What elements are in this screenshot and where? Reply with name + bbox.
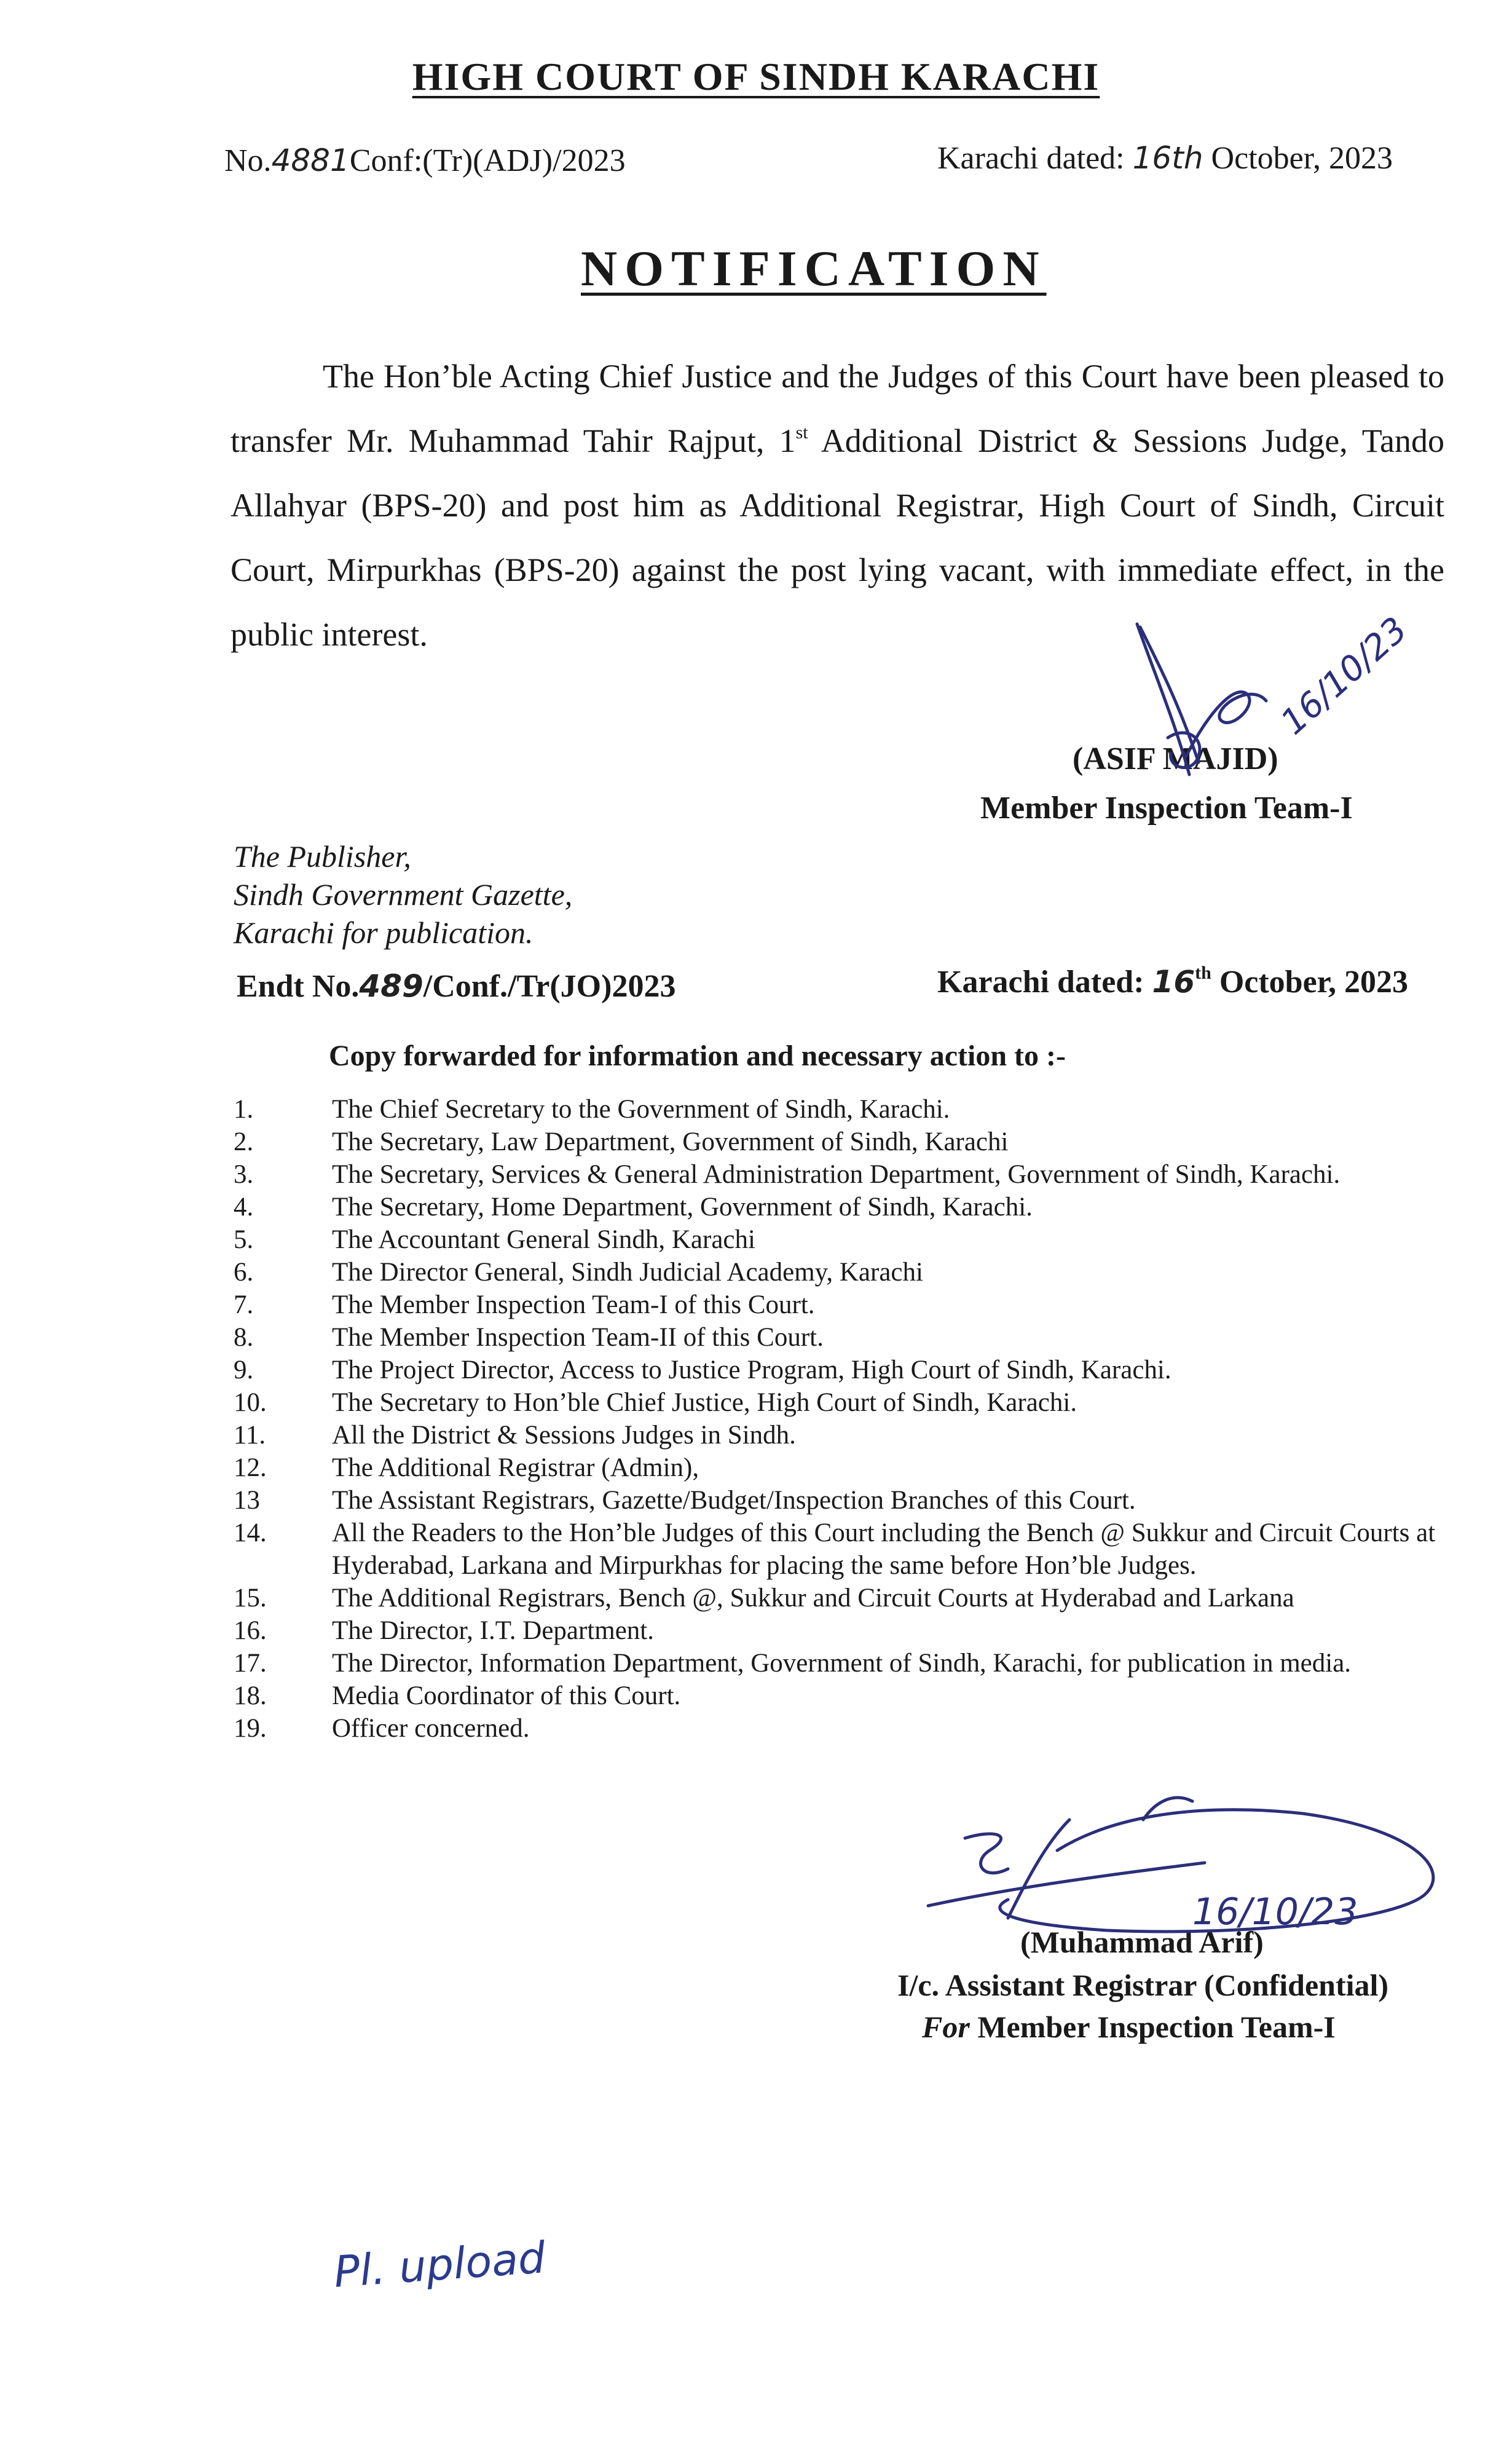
handwritten-upload-note: Pl. upload (332, 2232, 547, 2297)
item-text: All the District & Sessions Judges in Sindh. (332, 1421, 796, 1450)
copy-forwarded-heading: Copy forwarded for information and necessary action to :- (329, 1040, 1066, 1072)
publisher-line-3: Karachi for publication. (234, 915, 534, 950)
item-text: The Additional Registrars, Bench @, Sukkur and Circuit Courts at Hyderabad and Larkana (332, 1584, 1294, 1613)
item-number: 8. (234, 1323, 254, 1352)
endt-handwritten-day: 16 (1152, 964, 1195, 1000)
item-number: 18. (234, 1681, 267, 1710)
item-number: 6. (234, 1258, 254, 1287)
body-part-1: The Hon’ble Acting Chief Justice and the Judges of this Court have been pleased to transfer Mr. Muhammad Tahir Rajput, 1 (230, 358, 1444, 459)
endt-prefix: Endt No. (237, 969, 360, 1004)
item-text: The Secretary, Home Department, Government of Sindh, Karachi. (332, 1193, 1033, 1222)
signature-1-scribble (1137, 624, 1266, 775)
item-number: 13 (234, 1486, 260, 1515)
item-text: The Accountant General Sindh, Karachi (332, 1225, 755, 1254)
item-number: 4. (234, 1193, 254, 1222)
dated-handwritten-day: 16th (1132, 140, 1203, 176)
item-text: Officer concerned. (332, 1714, 530, 1743)
ref-prefix: No. (224, 143, 272, 178)
item-text: The Additional Registrar (Admin), (332, 1453, 699, 1482)
ref-handwritten-number: 4881 (271, 143, 350, 178)
item-text: Media Coordinator of this Court. (332, 1681, 681, 1710)
item-number: 11. (234, 1421, 266, 1450)
for-rest: Member Inspection Team-I (969, 2010, 1336, 2044)
item-number: 1. (234, 1095, 254, 1124)
endt-suffix: /Conf./Tr(JO)2023 (423, 969, 676, 1004)
item-text: The Assistant Registrars, Gazette/Budget/Inspection Branches of this Court. (332, 1486, 1136, 1515)
item-text: All the Readers to the Hon’ble Judges of this Court including the Bench @ Sukkur and Circuit Courts at Hyderabad, Larkana and Mirpurkhas for placing the same before Hon’ble Judges. (332, 1518, 1436, 1580)
body-superscript: st (795, 422, 808, 443)
for-prefix: For (922, 2010, 970, 2044)
endt-month-year: October, 2023 (1211, 965, 1408, 1000)
item-text: The Project Director, Access to Justice Program, High Court of Sindh, Karachi. (332, 1356, 1171, 1384)
body-part-2: Additional District & Sessions Judge, Tando Allahyar (BPS-20) and post him as Additional Registrar, High Court of Sindh, Circuit Court, Mirpurkhas (BPS-20) against the post lying vacant, with immediate effect, in the public interest. (230, 422, 1444, 653)
endt-handwritten-number: 489 (359, 968, 423, 1004)
item-text: The Secretary to Hon’ble Chief Justice, High Court of Sindh, Karachi. (332, 1388, 1077, 1417)
court-title: HIGH COURT OF SINDH KARACHI (412, 55, 1100, 98)
item-text: The Chief Secretary to the Government of Sindh, Karachi. (332, 1095, 950, 1124)
publisher-line-2: Sindh Government Gazette, (234, 877, 573, 912)
item-text: The Director, Information Department, Government of Sindh, Karachi, for publication in media. (332, 1649, 1352, 1678)
item-number: 19. (234, 1714, 267, 1743)
item-number: 14. (234, 1518, 267, 1547)
item-number: 15. (234, 1584, 267, 1613)
ref-suffix: Conf:(Tr)(ADJ)/2023 (349, 143, 626, 178)
item-number: 3. (234, 1160, 254, 1189)
item-text: The Director, I.T. Department. (332, 1616, 654, 1645)
publisher-line-1: The Publisher, (234, 839, 411, 874)
signatory1-name: (ASIF MAJID) (1073, 741, 1278, 776)
item-number: 16. (234, 1616, 267, 1645)
item-text: The Member Inspection Team-I of this Court. (332, 1290, 815, 1319)
item-number: 9. (234, 1356, 254, 1384)
signatory1-designation: Member Inspection Team-I (980, 791, 1353, 826)
signature-1-date: 16/10/23 (1273, 609, 1416, 743)
dated-month-year: October, 2023 (1211, 141, 1393, 176)
item-text: The Secretary, Services & General Administration Department, Government of Sindh, Karachi. (332, 1160, 1341, 1189)
dated-label: Karachi dated: (937, 141, 1125, 176)
item-text: The Member Inspection Team-II of this Court. (332, 1323, 824, 1352)
item-text: The Secretary, Law Department, Government of Sindh, Karachi (332, 1127, 1009, 1156)
endt-day-suffix: th (1195, 963, 1211, 983)
item-number: 10. (234, 1388, 267, 1417)
endt-dated-label: Karachi dated: (937, 965, 1144, 1000)
notification-heading: NOTIFICATION (581, 240, 1047, 296)
item-text: The Director General, Sindh Judicial Academy, Karachi (332, 1258, 923, 1287)
signatory2-designation: I/c. Assistant Registrar (Confidential) (897, 1968, 1389, 2002)
item-number: 12. (234, 1453, 267, 1482)
item-number: 7. (234, 1290, 254, 1319)
item-number: 5. (234, 1225, 254, 1254)
signatory2-name: (Muhammad Arif) (1020, 1925, 1264, 1959)
item-number: 17. (234, 1649, 267, 1678)
signature-2-date: 16/10/23 (1192, 1890, 1358, 1933)
item-number: 2. (234, 1127, 254, 1156)
